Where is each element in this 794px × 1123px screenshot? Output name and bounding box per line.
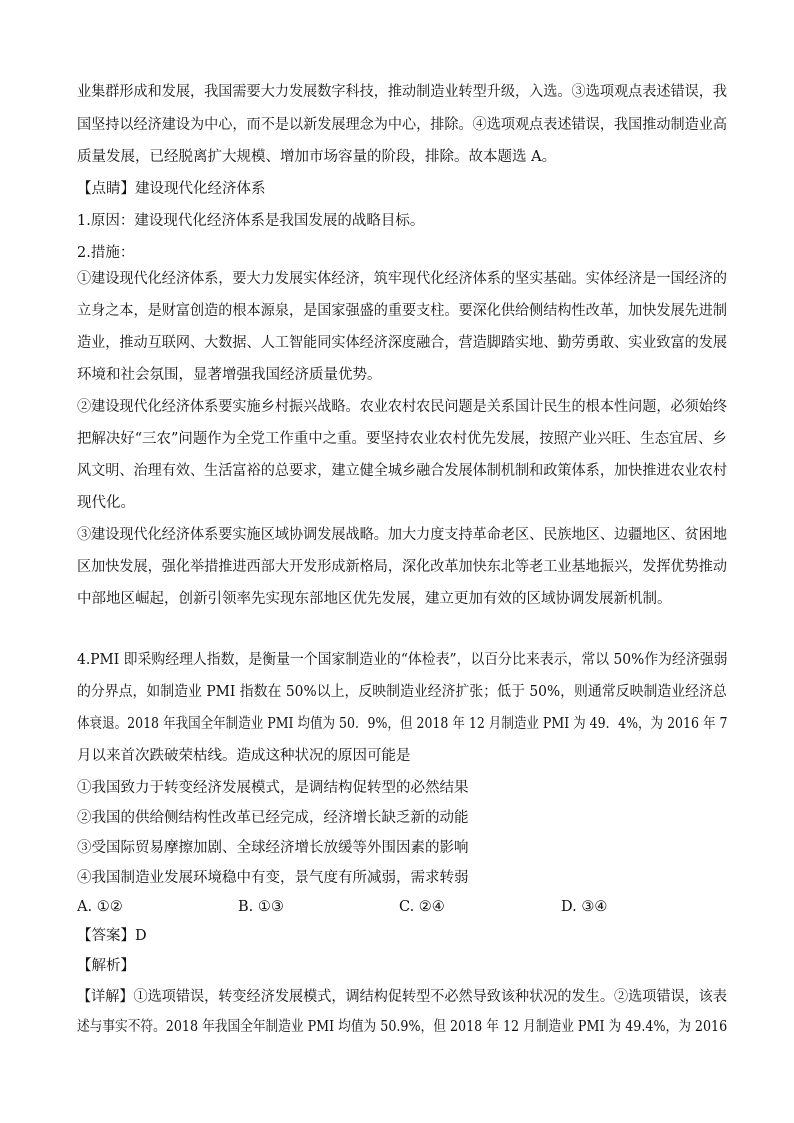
question-stem: 的分界点，如制造业 PMI 指数在 50%以上，反映制造业经济扩张；低于 50%，则通常反映制造业经济总 [77,684,727,700]
option-c: C. ②④ [399,899,445,915]
text-line: 把解决好“三农”问题作为全党工作重中之重。要坚持农业农村优先发展，按照产业兴旺、生态宜居、乡 [77,431,727,447]
text-line: 造业，推动互联网、大数据、人工智能同实体经济深度融合，营造脚踏实地、勤劳勇敢、实业致富的发展 [77,335,727,351]
statement-item: ③受国际贸易摩擦加剧、全球经济增长放缓等外围因素的影响 [77,840,469,856]
text-line: 现代化。 [77,495,135,511]
text-line: 中部地区崛起，创新引领率先实现东部地区优先发展，建立更加有效的区域协调发展新机制。 [77,591,672,607]
text-line: 环境和社会氛围，显著增强我国经济质量优势。 [77,367,382,383]
answer-label: 【答案】D [77,928,147,944]
question-stem: 4.PMI 即采购经理人指数，是衡量一个国家制造业的“体检表”，以百分比来表示，常以 50%作为经济强弱 [77,652,728,668]
text-line: 业集群形成和发展，我国需要大力发展数字科技，推动制造业转型升级，入选。③选项观点表述错误，我 [77,84,727,100]
statement-item: ①我国致力于转变经济发展模式，是调结构促转型的必然结果 [77,780,469,796]
option-a: A. ①② [77,899,123,915]
text-line: 风文明、治理有效、生活富裕的总要求，建立健全城乡融合发展体制机制和政策体系，加快推进农业农村 [77,463,727,479]
text-line: ①建设现代化经济体系，要大力发展实体经济，筑牢现代化经济体系的坚实基础。实体经济是一国经济的 [77,271,727,287]
detail-line: 述与事实不符。2018 年我国全年制造业 PMI 均值为 50.9%，但 2018 年 12 月制造业 PMI 为 49.4%，为 2016 [77,1019,728,1035]
text-line: 2.措施： [77,245,135,261]
text-line: 1.原因：建设现代化经济体系是我国发展的战略目标。 [77,213,425,229]
question-stem: 体衰退。2018 年我国全年制造业 PMI 均值为 50．9%，但 2018 年 12 月制造业 PMI 为 49．4%，为 2016 年 7 [77,716,728,732]
option-b: B. ①③ [238,899,284,915]
analysis-label: 【解析】 [77,958,135,974]
text-line: ②建设现代化经济体系要实施乡村振兴战略。农业农村农民问题是关系国计民生的根本性问题，必须始终 [77,399,727,415]
section-heading: 【点睛】建设现代化经济体系 [77,181,266,197]
question-stem: 月以来首次跌破荣枯线。造成这种状况的原因可能是 [77,748,411,764]
option-d: D. ③④ [561,899,608,915]
text-line: 质量发展，已经脱离扩大规模、增加市场容量的阶段，排除。故本题选 A。 [77,149,557,165]
text-line: 区加快发展，强化举措推进西部大开发形成新格局，深化改革加快东北等老工业基地振兴，发挥优势推动 [77,559,727,575]
statement-item: ②我国的供给侧结构性改革已经完成，经济增长缺乏新的动能 [77,810,469,826]
statement-item: ④我国制造业发展环境稳中有变，景气度有所减弱，需求转弱 [77,870,469,886]
text-line: 立身之本，是财富创造的根本源泉，是国家强盛的重要支柱。要深化供给侧结构性改革，加快发展先进制 [77,303,727,319]
detail-line: 【详解】①选项错误，转变经济发展模式，调结构促转型不必然导致该种状况的发生。②选项错误，该表 [77,989,727,1005]
text-line: 国坚持以经济建设为中心，而不是以新发展理念为中心，排除。④选项观点表述错误，我国推动制造业高 [77,117,727,133]
text-line: ③建设现代化经济体系要实施区域协调发展战略。加大力度支持革命老区、民族地区、边疆地区、贫困地 [77,527,727,543]
